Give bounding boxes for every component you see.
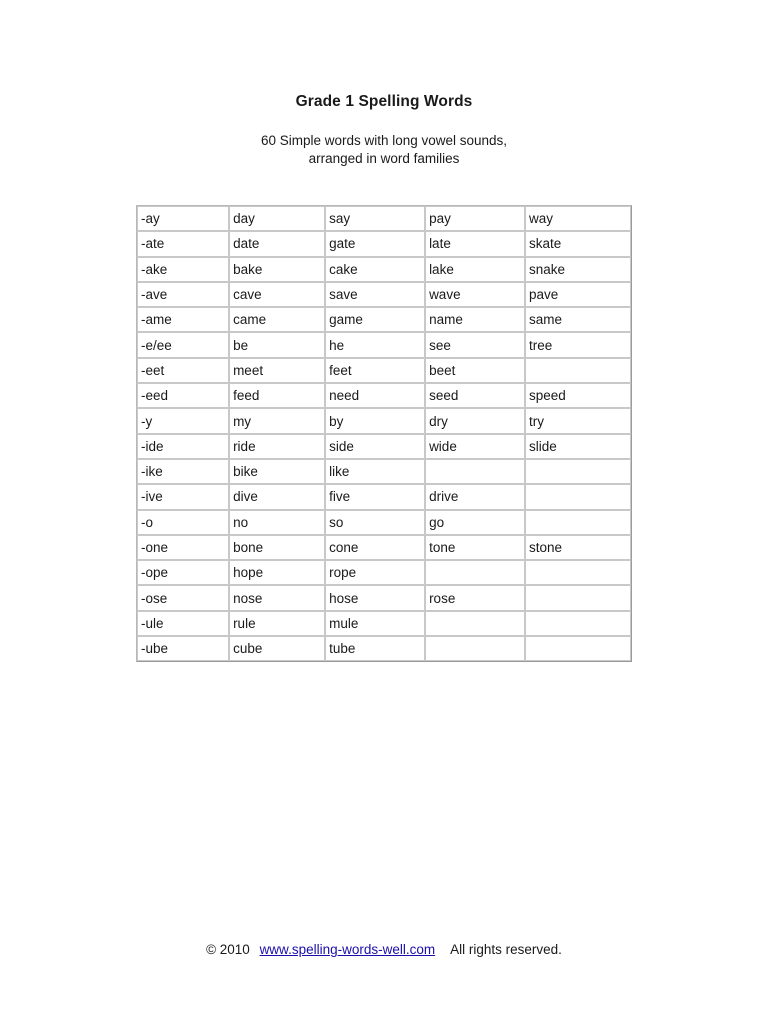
word-cell <box>525 611 631 636</box>
word-cell: same <box>525 307 631 332</box>
table-row <box>137 484 631 509</box>
word-cell: pave <box>525 282 631 307</box>
table-row <box>137 231 631 256</box>
word-family-cell: -one <box>137 535 229 560</box>
word-cell: tone <box>425 535 525 560</box>
word-cell: side <box>325 434 425 459</box>
word-cell: cone <box>325 535 425 560</box>
table-row <box>137 585 631 610</box>
table-row <box>137 383 631 408</box>
word-cell: rope <box>325 560 425 585</box>
word-cell: dry <box>425 408 525 433</box>
page-subtitle <box>0 132 768 168</box>
table-row <box>137 535 631 560</box>
word-cell: like <box>325 459 425 484</box>
table-row <box>137 408 631 433</box>
word-cell: by <box>325 408 425 433</box>
word-cell: speed <box>525 383 631 408</box>
table-row <box>137 358 631 383</box>
word-cell: see <box>425 332 525 357</box>
word-cell <box>525 358 631 383</box>
word-cell: seed <box>425 383 525 408</box>
word-cell: day <box>229 206 325 231</box>
word-cell: dive <box>229 484 325 509</box>
word-cell <box>525 510 631 535</box>
page-title: Grade 1 Spelling Words <box>295 93 473 110</box>
word-cell: date <box>229 231 325 256</box>
word-family-cell: -ive <box>137 484 229 509</box>
word-cell: feet <box>325 358 425 383</box>
rights-text: All rights reserved. <box>450 942 562 957</box>
word-cell: gate <box>325 231 425 256</box>
word-family-cell: -ake <box>137 257 229 282</box>
word-cell <box>525 484 631 509</box>
word-family-cell: -ope <box>137 560 229 585</box>
word-cell <box>425 611 525 636</box>
table-row <box>137 332 631 357</box>
word-cell: no <box>229 510 325 535</box>
word-family-cell: -ate <box>137 231 229 256</box>
word-cell: bake <box>229 257 325 282</box>
word-cell: save <box>325 282 425 307</box>
subtitle-line-2: arranged in word families <box>308 151 460 166</box>
word-cell: late <box>425 231 525 256</box>
word-cell: hose <box>325 585 425 610</box>
word-cell: cave <box>229 282 325 307</box>
word-family-table <box>136 205 632 662</box>
word-cell: cube <box>229 636 325 661</box>
word-cell: wide <box>425 434 525 459</box>
word-cell: say <box>325 206 425 231</box>
word-family-cell: -ay <box>137 206 229 231</box>
word-cell: he <box>325 332 425 357</box>
word-cell: snake <box>525 257 631 282</box>
word-cell: rose <box>425 585 525 610</box>
word-cell: feed <box>229 383 325 408</box>
word-cell: stone <box>525 535 631 560</box>
word-family-cell: -o <box>137 510 229 535</box>
word-family-cell: -e/ee <box>137 332 229 357</box>
word-cell <box>425 560 525 585</box>
word-cell: came <box>229 307 325 332</box>
table-row <box>137 560 631 585</box>
word-cell: ride <box>229 434 325 459</box>
copyright-text: © 2010 <box>206 942 250 957</box>
word-cell: so <box>325 510 425 535</box>
word-cell: try <box>525 408 631 433</box>
word-cell: be <box>229 332 325 357</box>
word-cell: rule <box>229 611 325 636</box>
word-cell: tube <box>325 636 425 661</box>
word-cell: cake <box>325 257 425 282</box>
table-row <box>137 307 631 332</box>
word-cell: need <box>325 383 425 408</box>
table-row <box>137 611 631 636</box>
word-cell: drive <box>425 484 525 509</box>
word-cell: bike <box>229 459 325 484</box>
word-family-cell: -ave <box>137 282 229 307</box>
word-family-cell: -ose <box>137 585 229 610</box>
table-row <box>137 282 631 307</box>
word-cell: pay <box>425 206 525 231</box>
word-cell: hope <box>229 560 325 585</box>
word-cell: slide <box>525 434 631 459</box>
word-cell: lake <box>425 257 525 282</box>
table-row <box>137 257 631 282</box>
word-family-cell: -eet <box>137 358 229 383</box>
page-footer <box>0 942 768 957</box>
table-row <box>137 636 631 661</box>
word-cell: name <box>425 307 525 332</box>
word-cell: mule <box>325 611 425 636</box>
word-cell: tree <box>525 332 631 357</box>
word-cell: nose <box>229 585 325 610</box>
word-cell: way <box>525 206 631 231</box>
word-cell: meet <box>229 358 325 383</box>
table-row <box>137 206 631 231</box>
word-cell <box>525 459 631 484</box>
word-cell: beet <box>425 358 525 383</box>
word-family-cell: -ike <box>137 459 229 484</box>
word-cell <box>525 585 631 610</box>
website-link[interactable]: www.spelling-words-well.com <box>259 942 436 957</box>
word-cell: my <box>229 408 325 433</box>
word-cell: bone <box>229 535 325 560</box>
word-cell: wave <box>425 282 525 307</box>
word-family-cell: -ide <box>137 434 229 459</box>
word-cell <box>425 459 525 484</box>
word-cell: game <box>325 307 425 332</box>
word-family-cell: -ame <box>137 307 229 332</box>
word-cell: skate <box>525 231 631 256</box>
table-row <box>137 434 631 459</box>
word-family-cell: -ule <box>137 611 229 636</box>
table-row <box>137 510 631 535</box>
subtitle-line-1: 60 Simple words with long vowel sounds, <box>260 133 508 148</box>
word-family-cell: -eed <box>137 383 229 408</box>
word-family-cell: -y <box>137 408 229 433</box>
word-cell <box>525 636 631 661</box>
word-family-cell: -ube <box>137 636 229 661</box>
word-cell: five <box>325 484 425 509</box>
word-cell <box>425 636 525 661</box>
word-cell <box>525 560 631 585</box>
table-row <box>137 459 631 484</box>
word-cell: go <box>425 510 525 535</box>
